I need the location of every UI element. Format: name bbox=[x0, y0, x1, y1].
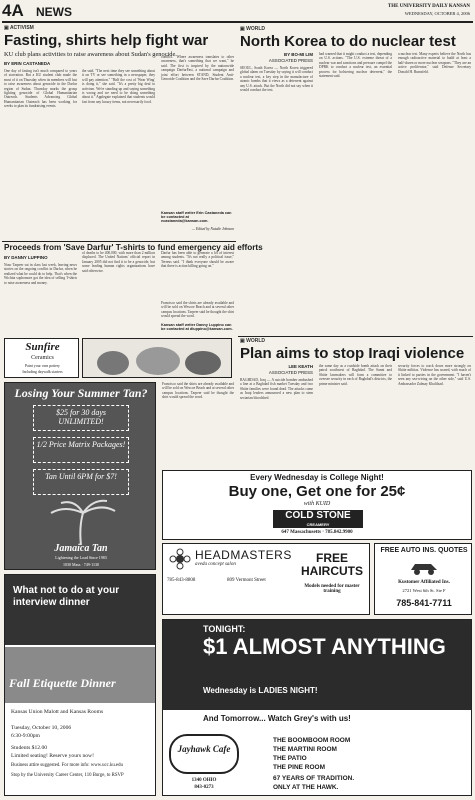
event-title: Fall Etiquette Dinner bbox=[9, 676, 116, 690]
ad-address: 2721 West 6th St. Ste F bbox=[402, 588, 446, 593]
offer-3: Tan Until 6PM for $7! bbox=[33, 469, 129, 495]
ad-sunfire bbox=[4, 338, 79, 378]
flower-icon bbox=[169, 548, 191, 570]
story-headline: North Korea to do nuclear test bbox=[240, 33, 456, 50]
ad-name: Jamaica Tan bbox=[54, 543, 108, 554]
story-headline: Plan aims to stop Iraqi violence bbox=[240, 345, 465, 362]
ad-address: 1030 Mass · 749-1130 bbox=[63, 562, 99, 567]
column-2: the said. "The next time they see something about it on TV or see something in a newspaper, they will pay attention." "Half the cost of 'Wear Wing' is doing it," she said. "It's a pretty big deal to activism. We're standing up and saying something is wrong and we need to be doing something about it." Applegate explained that students would fast from any luxury items, not necessarily food. bbox=[82, 69, 155, 104]
brand-logo: COLD STONE CREAMERY bbox=[273, 510, 363, 528]
ad-cold-stone bbox=[162, 470, 472, 540]
story-north-korea bbox=[240, 26, 472, 336]
contact-note: Kansan staff writer Danny Luppino can be contacted at dluppino@kansan.com. bbox=[161, 323, 233, 331]
ad-title: FREE AUTO INS. QUOTES bbox=[380, 547, 468, 554]
story-iraq bbox=[240, 338, 472, 468]
brand-logo: Jayhawk Cafe bbox=[169, 734, 239, 774]
column-3: a nuclear test. Many experts believe the North has enough radioactive material to build at least a half-dozen or more nuclear weapons. "They are an active proliferator," said Defense Secretary Donald H. Rumsfeld. bbox=[398, 52, 471, 74]
column-3: conflict. "Where awareness translates to other awareness, that's something that we want," he said. The first is inspired by the nationwide campaign DarfurFast, a national campaign and joint effort between STAND, Student Anti-Genocide Coalition and the Save Darfur Coalition. bbox=[161, 55, 234, 82]
ad-headmasters bbox=[162, 543, 370, 615]
agency: ASSOCIATED PRESS bbox=[268, 370, 313, 375]
street: 1340 OHIO bbox=[191, 778, 217, 783]
column-1: One day of fasting isn't much compared to years of starvation. But a KU student club made the most of it on Thursday when its members will fast to raise awareness about genocide in the Darfur region of Sudan. Thursday marks the group fighting genocide of Global Humanitarian Outreach. Students Advancing Global Humanitarian Outreach has been working for weeks to plan its fundraising events. bbox=[4, 69, 77, 109]
ad-sub: Ceramics bbox=[31, 355, 54, 361]
section-label: ▣ WORLD bbox=[240, 338, 266, 344]
brand-name: HEADMASTERS bbox=[195, 548, 292, 562]
venue-4: THE PINE ROOM bbox=[273, 764, 326, 771]
story-headline: Proceeds from 'Save Darfur' T-shirts to fund emergency aid efforts bbox=[4, 243, 263, 252]
venue-3: THE PATIO bbox=[273, 755, 307, 762]
column-1: SEOUL, South Korea — North Korea triggered global alarm on Tuesday by saying it will conduct a nuclear test, a key step in the manufacture of atomic bombs that it views as a deterrent against any U.S. attack. But the North did not say when it would conduct the test. bbox=[240, 66, 313, 93]
palm-tree-icon bbox=[35, 501, 127, 545]
pottery-image bbox=[83, 339, 233, 379]
car-icon bbox=[409, 558, 439, 576]
ad-address: 647 Massachusetts · 785.842.9900 bbox=[281, 530, 353, 535]
venue-2: THE MARTINI ROOM bbox=[273, 746, 337, 753]
attire: Business attire suggested. For more info: www.ucc.ku.edu bbox=[11, 763, 123, 768]
ad-photo bbox=[5, 647, 155, 703]
agency: ASSOCIATED PRESS bbox=[268, 58, 313, 63]
column-text: Francisco said the shirts are already available and will be sold on Wescoe Beach and at several other campus locations. Tarpeer said he thought the shirt would spread the word. bbox=[162, 382, 234, 400]
contact-note: Kansan staff writer Erin Castaneda can be contacted at ecastaneda@kansan.com. bbox=[161, 211, 232, 223]
ad-headline: What not to do at your interview dinner bbox=[13, 585, 120, 608]
dollar-almost-anything: $1 ALMOST ANYTHING bbox=[203, 634, 446, 659]
event-time: 6:30-9:00pm bbox=[11, 733, 40, 739]
page-header bbox=[0, 0, 475, 22]
price: Students $12.00 bbox=[11, 745, 48, 751]
ad-jayhawk-cafe bbox=[162, 619, 472, 796]
ad-banner: Every Wednesday is College Night! bbox=[250, 473, 384, 482]
venue: Kansas Union Malott and Kansas Rooms bbox=[11, 709, 104, 715]
story-headline: Fasting, shirts help fight war bbox=[4, 32, 209, 49]
ad-address: 809 Vermont Street bbox=[227, 578, 266, 583]
venues bbox=[273, 736, 463, 792]
story-tshirts bbox=[4, 243, 263, 338]
models-needed: Models needed for master training bbox=[304, 584, 360, 594]
column-3: security forces to crack down more strongly on Shiite militias. Violence has soared, with much of it linked to parties in the government. "I haven't seen any sea-wiring on the other side," said U.S. Ambassador Zalmay Khalilzad. bbox=[398, 364, 471, 386]
story-deck: KU club plans activities to raise awareness about Sudan's genocide bbox=[4, 51, 176, 58]
phone: 843-0273 bbox=[194, 785, 214, 790]
brand-sub: aveda concept salon bbox=[195, 562, 236, 567]
ad-phone: 785-841-7711 bbox=[396, 598, 452, 608]
ad-name: Kustomer Affiliated Ins. bbox=[398, 580, 450, 585]
ad-title: Sunfire bbox=[25, 341, 60, 353]
divider bbox=[2, 241, 236, 242]
limited-seating: Limited seating! Reserve yours now! bbox=[11, 753, 94, 759]
tonight: TONIGHT: bbox=[203, 624, 246, 634]
ad-deal: Buy one, Get one for 25¢ bbox=[228, 483, 406, 500]
ad-etiquette-dinner bbox=[4, 574, 156, 796]
ad-tag: with KUID bbox=[303, 501, 331, 507]
ad-phone: 785-843-8808 bbox=[167, 578, 196, 583]
ad-tagline: Lightening the Load Since 1983 bbox=[55, 555, 107, 560]
byline: BY DANNY LUPPINO bbox=[4, 255, 48, 260]
column-3b: Francisco said the shirts are already available and will be sold on Wescoe Beach and at several other campus locations. Tarpeer said he thought the shirt would spread the word. bbox=[161, 301, 234, 319]
tomorrow: And Tomorrow... Watch Grey's with us! bbox=[203, 714, 351, 723]
byline: BY ERIN CASTANEDA bbox=[4, 61, 51, 66]
column-1: Nour Tarpeer sat in class last week, leaving news stories on the ongoing conflict in Darfur, when he realized what he could do to help. That's when the Wichita sophomore got the idea of selling T-shirts to raise awareness and money. bbox=[4, 263, 77, 285]
rsvp: Stop by the University Career Center, 110 Burge, to RSVP bbox=[11, 773, 124, 778]
issue-date: WEDNESDAY, OCTOBER 4, 2006 bbox=[404, 11, 470, 16]
column-1: BAGHDAD, Iraq — A suicide bomber ambushed a line at a Baghdad fish market Tuesday and two Shiite families were found dead. The attacks came as Iraqi leaders announced a new plan to stem sectarian bloodshed. bbox=[240, 378, 313, 400]
ad-jamaica-tan bbox=[4, 382, 156, 570]
offer-1: $25 for 30 days UNLIMITED! bbox=[33, 405, 129, 431]
column-2: of deaths to be 400,000, with more than 2 million displaced. The United Nations' official report in January 2005 did not find it to be a genocide, but some leading human rights organizations have said otherwise. bbox=[82, 251, 155, 273]
event-date: Tuesday, October 10, 2006 bbox=[11, 725, 72, 731]
venue-1: THE BOOMBOOM ROOM bbox=[273, 737, 351, 744]
byline: LEE KEATH bbox=[288, 364, 313, 369]
story-fasting bbox=[4, 25, 234, 240]
ad-kustomer bbox=[374, 543, 472, 615]
story-kicker: ▣ ACTIVISM bbox=[4, 25, 34, 31]
column-2: the same day as a roadside bomb attack on their patrol southwest of Baghdad. The Sunni and Shiite lawmakers will form a committee to oversee security in each of Baghdad's districts, the prime minister said. bbox=[319, 364, 392, 386]
section-label: ▣ WORLD bbox=[240, 26, 266, 32]
ad-sunfire-photo bbox=[82, 338, 232, 378]
free-haircuts: FREE HAIRCUTS bbox=[301, 551, 363, 578]
column-3: Darfur has been able to generate a lot of interest among students. "It's not really a political issue," Terreus said. "I think everyone should be aware that there is action killing going on." bbox=[161, 251, 234, 269]
ad-headline: Losing Your Summer Tan? bbox=[14, 386, 148, 400]
edited-by: — Edited by Natalie Johnson bbox=[191, 227, 234, 231]
story-tshirts-continued bbox=[162, 382, 234, 468]
section-name: NEWS bbox=[36, 5, 72, 19]
byline: BY BO-MI LIM bbox=[284, 52, 313, 57]
offer-2: 1/2 Price Matrix Packages! bbox=[33, 437, 129, 463]
divider bbox=[238, 336, 473, 337]
years-tradition: 67 YEARS OF TRADITION. bbox=[273, 775, 355, 782]
header-rule bbox=[2, 21, 473, 23]
only-at-hawk: ONLY AT THE HAWK. bbox=[273, 784, 339, 791]
paper-name: THE UNIVERSITY DAILY KANSAN bbox=[387, 4, 470, 9]
page-number: 4A bbox=[2, 1, 24, 20]
ad-line: Including daywalk starters bbox=[22, 370, 63, 374]
ad-line: Paint your own pottery bbox=[25, 364, 60, 368]
column-2: had warned that it might conduct a test, depending on U.S. actions. "The U.S. extreme threat of a nuclear war and sanctions and pressure compel the DPRK to conduct a nuclear test, an essential process for bolstering nuclear deterrent," the statement said. bbox=[319, 52, 392, 79]
ladies-night: Wednesday is LADIES NIGHT! bbox=[203, 686, 318, 695]
